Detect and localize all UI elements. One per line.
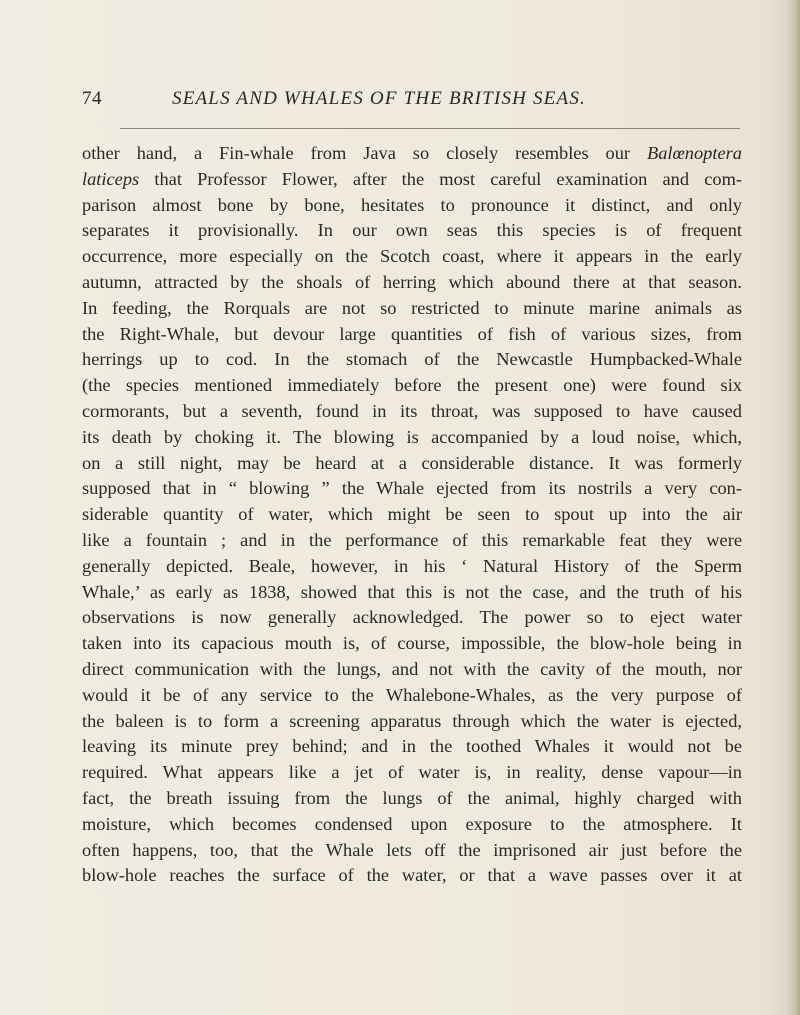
text-line: blow-hole reaches the surface of the water, or that a wave passes over it at bbox=[82, 865, 742, 886]
text-line: herrings up to cod. In the stomach of the Newcastle Humpbacked-Whale bbox=[82, 349, 742, 370]
text-line: often happens, too, that the Whale lets off the imprisoned air just before the bbox=[82, 839, 742, 860]
page-edge-shadow bbox=[786, 0, 800, 1015]
text-line: like a fountain ; and in the performance of this remarkable feat they were bbox=[82, 529, 742, 550]
header-rule bbox=[120, 128, 740, 129]
text-line: cormorants, but a seventh, found in its throat, was supposed to have caused bbox=[82, 400, 742, 421]
running-title: SEALS AND WHALES OF THE BRITISH SEAS. bbox=[172, 88, 586, 109]
text-line: generally depicted. Beale, however, in his ‘ Natural History of the Sperm bbox=[82, 555, 742, 576]
italic-species-name: Balœnoptera bbox=[646, 143, 742, 163]
text-line: direct communication with the lungs, and not with the cavity of the mouth, nor bbox=[82, 658, 742, 679]
text-line: siderable quantity of water, which might be seen to spout up into the air bbox=[82, 504, 742, 525]
text-line: Whale,’ as early as 1838, showed that this is not the case, and the truth of his bbox=[82, 581, 742, 602]
page-number: 74 bbox=[82, 88, 102, 109]
text-line: the baleen is to form a screening apparatus through which the water is ejected, bbox=[82, 710, 742, 731]
body-text bbox=[82, 141, 742, 889]
text-line: other hand, a Fin-whale from Java so closely resembles our Balœnoptera bbox=[82, 143, 742, 163]
text-line: In feeding, the Rorquals are not so restricted to minute marine animals as bbox=[82, 297, 742, 318]
text-line: separates it provisionally. In our own seas this species is of frequent bbox=[82, 220, 742, 241]
text-line: parison almost bone by bone, hesitates to pronounce it distinct, and only bbox=[82, 194, 742, 215]
text-line: laticeps that Professor Flower, after the most careful examination and com- bbox=[82, 168, 742, 189]
text-line: observations is now generally acknowledged. The power so to eject water bbox=[82, 607, 742, 628]
text-line: would it be of any service to the Whalebone-Whales, as the very purpose of bbox=[82, 684, 742, 705]
text-line: taken into its capacious mouth is, of course, impossible, the blow-hole being in bbox=[82, 633, 742, 654]
text-line: (the species mentioned immediately before the present one) were found six bbox=[82, 375, 742, 396]
text-line: required. What appears like a jet of water is, in reality, dense vapour—in bbox=[82, 762, 742, 783]
text-line: fact, the breath issuing from the lungs of the animal, highly charged with bbox=[82, 787, 742, 808]
text-line: the Right-Whale, but devour large quantities of fish of various sizes, from bbox=[82, 323, 742, 344]
text-line: its death by choking it. The blowing is accompanied by a loud noise, which, bbox=[82, 426, 742, 447]
italic-species-name: laticeps bbox=[82, 168, 140, 189]
text-line: leaving its minute prey behind; and in the toothed Whales it would not be bbox=[82, 736, 742, 757]
text-line: occurrence, more especially on the Scotch coast, where it appears in the early bbox=[82, 246, 742, 267]
text-line: moisture, which becomes condensed upon exposure to the atmosphere. It bbox=[82, 813, 742, 834]
running-header bbox=[82, 88, 742, 118]
text-line: on a still night, may be heard at a considerable distance. It was formerly bbox=[82, 452, 742, 473]
text-line: supposed that in “ blowing ” the Whale ejected from its nostrils a very con- bbox=[82, 478, 742, 499]
text-line: autumn, attracted by the shoals of herring which abound there at that season. bbox=[82, 271, 742, 292]
